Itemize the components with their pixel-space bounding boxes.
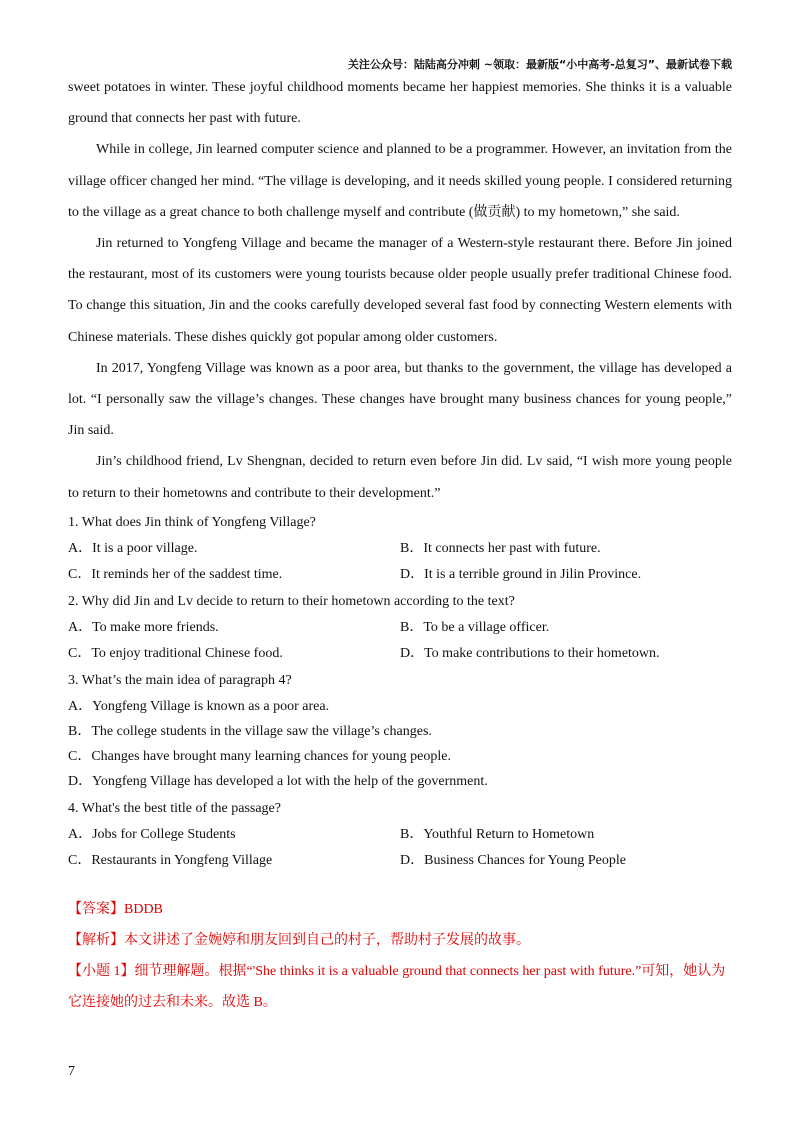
- document-body: [68, 72, 732, 1018]
- option-a: A．Yongfeng Village is known as a poor area.: [68, 698, 330, 714]
- question-stem: 2. Why did Jin and Lv decide to return to their hometown according to the text?: [68, 593, 515, 609]
- option-d: D．It is a terrible ground in Jilin Province.: [400, 566, 642, 582]
- paragraph-1: sweet potatoes in winter. These joyful childhood moments became her happiest memories. She thinks it is a valuable ground that connects her past with future.: [68, 80, 732, 127]
- question-3: [68, 667, 732, 795]
- paragraph-3: Jin returned to Yongfeng Village and became the manager of a Western-style restaurant there. Before Jin joined the restaurant, most of its customers were young tourists because older people usually prefer traditional Chinese food. To change this situation, Jin and the cooks carefully developed several fast food by connecting Western elements with Chinese materials. These dishes quickly got popular among older customers.: [68, 236, 732, 345]
- option-c: C．To enjoy traditional Chinese food.: [68, 645, 283, 661]
- paragraph-2: While in college, Jin learned computer science and planned to be a programmer. However, an invitation from the village officer changed her mind. “The village is developing, and it needs skilled young people. I considered returning to the village as a great chance to both challenge myself and contribute (做贡献) to my hometown,” she said.: [68, 142, 732, 220]
- option-c: C．It reminds her of the saddest time.: [68, 566, 283, 582]
- option-b: B．To be a village officer.: [400, 619, 550, 635]
- option-a: A．To make more friends.: [68, 619, 219, 635]
- page-header: 关注公众号：陆陆高分冲刺 ~领取：最新版“小中高考-总复习”、最新试卷下载: [347, 58, 732, 71]
- option-b: B．Youthful Return to Hometown: [400, 826, 595, 842]
- option-a: A．Jobs for College Students: [68, 826, 236, 842]
- question-4: [68, 795, 732, 874]
- page-number: 7: [68, 1064, 75, 1079]
- q1-explanation: 【小题 1】细节理解题。根据“'She thinks it is a valuable ground that connects her past with future.”可知，她认为它连接她的过去和未来。故选 B。: [68, 963, 726, 1010]
- option-b: B．The college students in the village saw the village’s changes.: [68, 724, 432, 740]
- question-stem: 4. What's the best title of the passage?: [68, 800, 281, 816]
- option-b: B．It connects her past with future.: [400, 540, 601, 556]
- option-d: D．Yongfeng Village has developed a lot with the help of the government.: [68, 774, 488, 790]
- option-c: C．Changes have brought many learning chances for young people.: [68, 749, 451, 765]
- paragraph-5: Jin’s childhood friend, Lv Shengnan, decided to return even before Jin did. Lv said, “I wish more young people to return to their hometowns and contribute to their development.”: [68, 454, 732, 501]
- option-a: A．It is a poor village.: [68, 540, 198, 556]
- question-stem: 3. What’s the main idea of paragraph 4?: [68, 672, 292, 688]
- paragraph-4: In 2017, Yongfeng Village was known as a poor area, but thanks to the government, the village has developed a lot. “I personally saw the village’s changes. These changes have brought many business chances for young people,” Jin said.: [68, 360, 732, 439]
- answer-line: 【答案】BDDB: [68, 901, 163, 917]
- option-d: D．To make contributions to their hometown.: [400, 645, 660, 661]
- question-stem: 1. What does Jin think of Yongfeng Village?: [68, 514, 316, 530]
- option-d: D．Business Chances for Young People: [400, 852, 626, 868]
- question-1: [68, 509, 732, 588]
- analysis-line: 【解析】本文讲述了金婉婷和朋友回到自己的村子，帮助村子发展的故事。: [68, 932, 530, 948]
- option-c: C．Restaurants in Yongfeng Village: [68, 852, 273, 868]
- question-2: [68, 588, 732, 667]
- answer-section: [68, 894, 732, 1018]
